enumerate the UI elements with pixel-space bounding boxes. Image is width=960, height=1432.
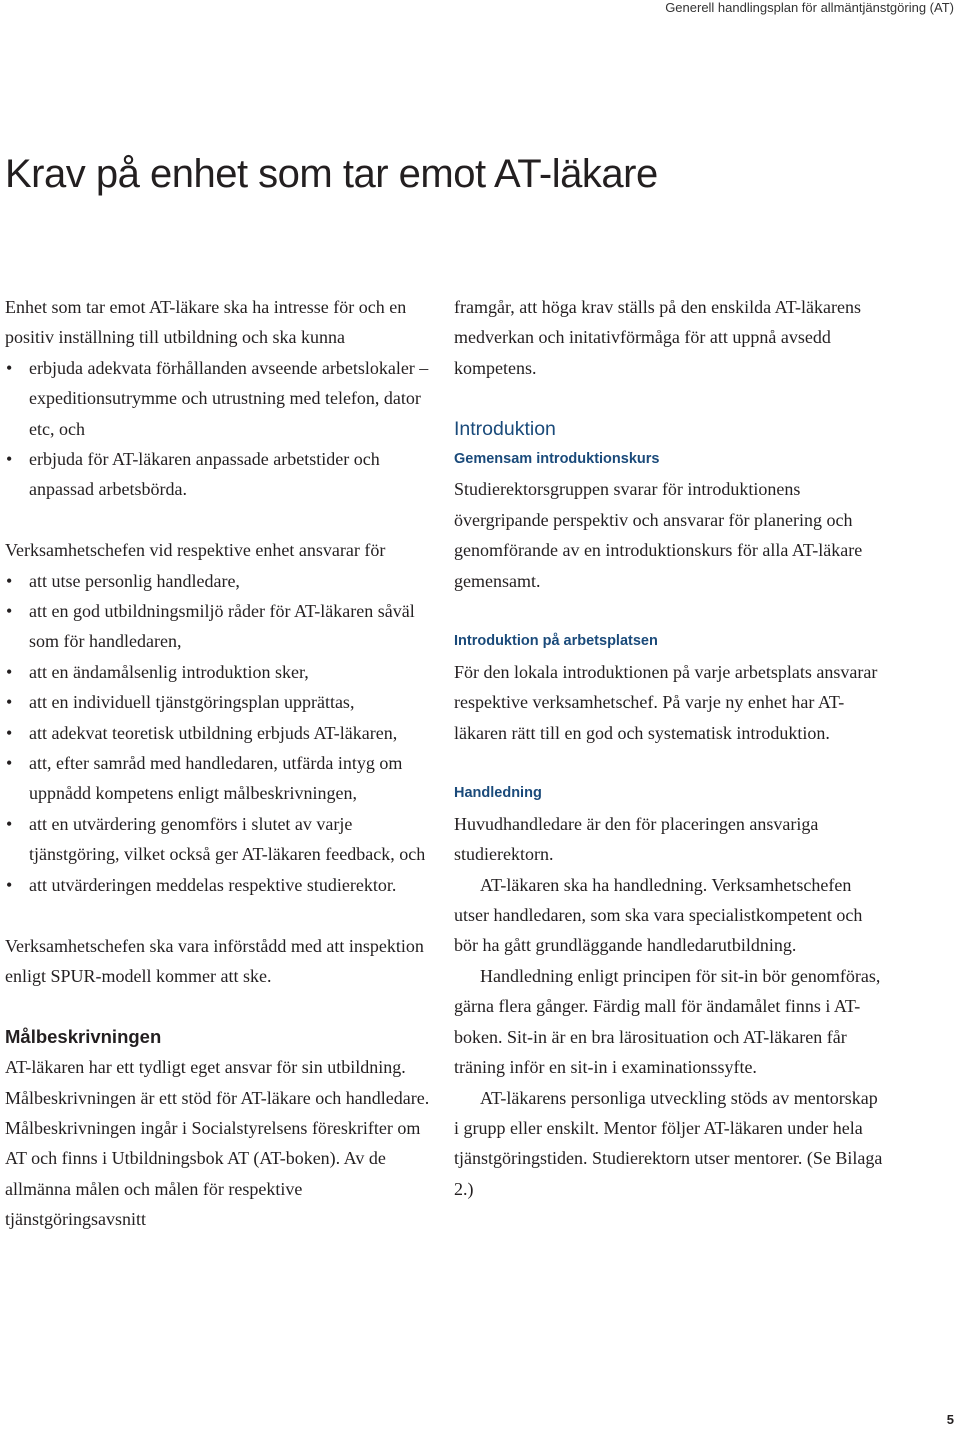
inspection-paragraph: Verksamhetschefen ska vara införstådd med att inspektion enligt SPUR-modell kommer att ske. [5, 935, 424, 986]
arbetsplatsen-heading: Introduktion på arbetsplatsen [454, 633, 658, 650]
handledning-paragraph-4: AT-läkarens personliga utveckling stöds av mentorskap i grupp eller enskilt. Mentor följer AT-läkaren under hela tjänstgöringstiden. Studierektorn utser mentorer. (Se Bilaga 2.) [454, 1087, 883, 1199]
handledning-paragraph-3: Handledning enligt principen för sit-in bör genomföras, gärna flera gånger. Färdig mall för ändamålet finns i AT-boken. Sit-in är en bra lärosituation och AT-läkaren får träning inför en sit-in i examinationssyfte. [454, 965, 881, 1078]
gemensam-paragraph: Studierektorsgruppen svarar för introduktionens övergripande perspektiv och ansvarar för planering och genomförande av en introduktionskurs för alla AT-läkare gemensamt. [454, 479, 863, 591]
list-item: • att en utvärdering genomförs i slutet av varje tjänstgöring, vilket också ger AT-läkaren feedback, och [5, 809, 435, 870]
running-header: Generell handlingsplan för allmäntjänstgöring (AT) [665, 0, 954, 15]
handledning-paragraph-1: Huvudhandledare är den för placeringen ansvariga studierektorn. [454, 813, 819, 865]
list-item: • att en ändamålsenlig introduktion sker, [5, 657, 435, 687]
intro-paragraph: Enhet som tar emot AT-läkare ska ha intresse för och en positiv inställning till utbildning och ska kunna [5, 297, 407, 348]
responsibility-intro: Verksamhetschefen vid respektive enhet ansvarar för [5, 540, 386, 561]
handledning-heading: Handledning [454, 785, 542, 802]
page-number: 5 [946, 1412, 954, 1427]
list-item: • att en individuell tjänstgöringsplan upprättas, [5, 687, 435, 717]
arbetsplatsen-paragraph: För den lokala introduktionen på varje arbetsplats ansvarar respektive verksamhetschef. På varje ny enhet har AT-läkaren rätt till en god och systematisk introduktion. [454, 661, 878, 743]
list-item: • att utvärderingen meddelas respektive studierektor. [5, 870, 435, 900]
handledning-paragraph-2: AT-läkaren ska ha handledning. Verksamhetschefen utser handledaren, som ska vara specialistkompetent och bör ha gått grundläggande handledarutbildning. [454, 874, 863, 956]
list-item: • erbjuda adekvata förhållanden avseende arbetslokaler – expeditionsutrymme och utrustning med telefon, dator etc, och [5, 353, 435, 444]
left-column [5, 292, 435, 1235]
malbeskrivningen-paragraph: AT-läkaren har ett tydligt eget ansvar för sin utbildning. Målbeskrivningen är ett stöd för AT-läkare och handledare. Målbeskrivningen ingår i Socialstyrelsens föreskrifter om AT och finns i Utbildningsbok AT (AT-boken). Av de allmänna målen och målen för respektive tjänstgöringsavsnitt [5, 1057, 430, 1230]
introduktion-heading: Introduktion [454, 417, 556, 440]
right-column [454, 292, 884, 1204]
list-item: • att en god utbildningsmiljö råder för AT-läkaren såväl som för handledaren, [5, 596, 435, 657]
page-title: Krav på enhet som tar emot AT-läkare [5, 152, 658, 196]
list-item: • erbjuda för AT-läkaren anpassade arbetstider och anpassad arbetsbörda. [5, 444, 435, 505]
intro-bullet-list [5, 353, 435, 505]
list-item: • att utse personlig handledare, [5, 566, 435, 596]
continuation-paragraph: framgår, att höga krav ställs på den enskilda AT-läkarens medverkan och initativförmåga för att uppnå avsedd kompetens. [454, 297, 861, 378]
list-item: • att adekvat teoretisk utbildning erbjuds AT-läkaren, [5, 718, 435, 748]
gemensam-heading: Gemensam introduktionskurs [454, 451, 660, 468]
list-item: • att, efter samråd med handledaren, utfärda intyg om uppnådd kompetens enligt målbeskrivningen, [5, 748, 435, 809]
malbeskrivningen-heading: Målbeskrivningen [5, 1025, 162, 1047]
responsibility-bullet-list [5, 566, 435, 900]
